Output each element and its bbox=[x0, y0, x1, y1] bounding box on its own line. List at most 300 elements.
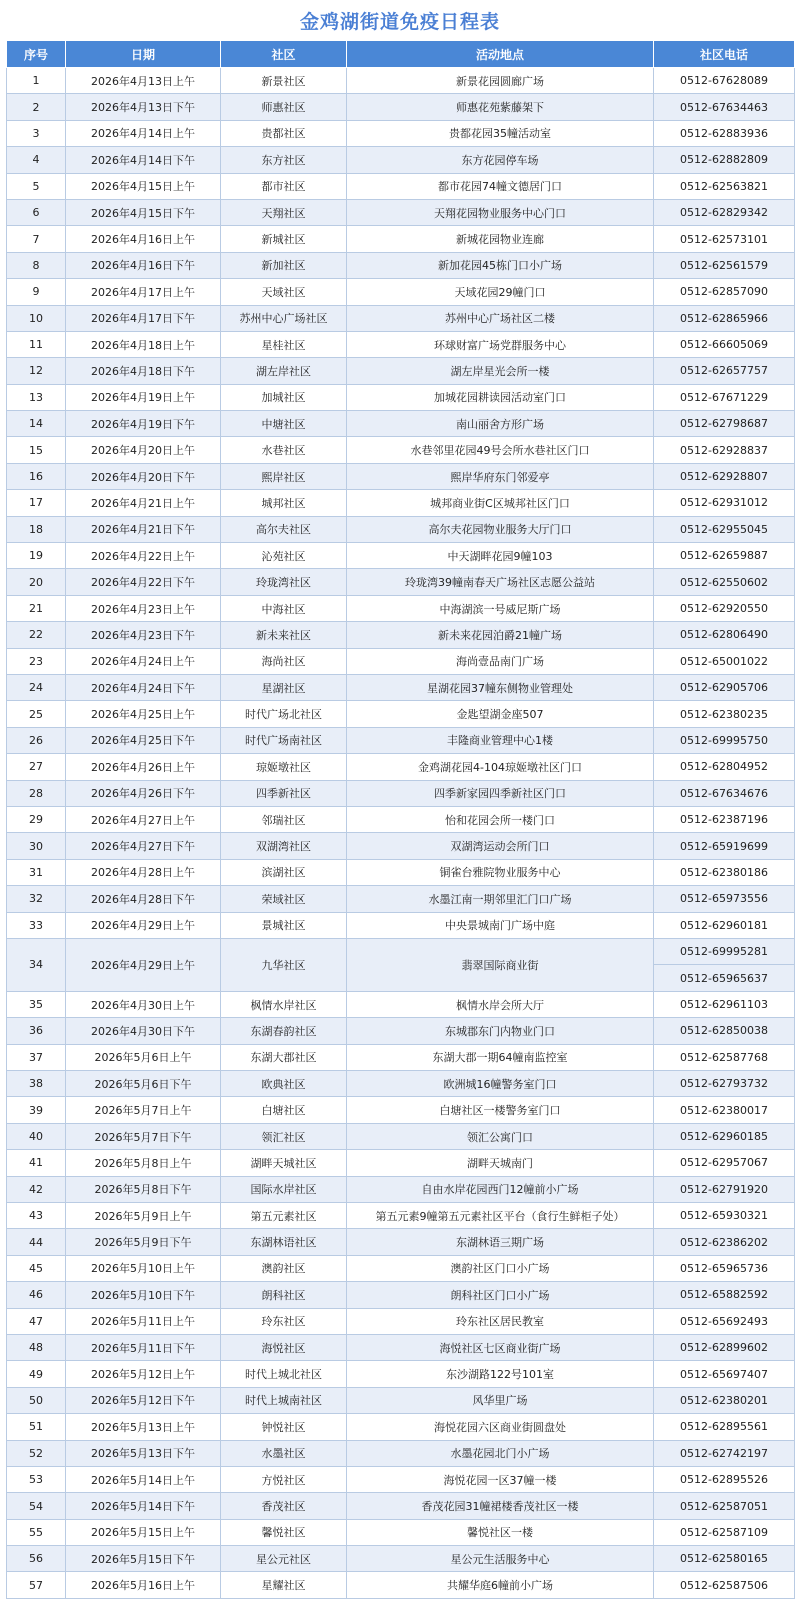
row-community-cell: 景城社区 bbox=[221, 912, 347, 938]
row-phone-cell bbox=[654, 938, 795, 991]
table-row bbox=[7, 991, 795, 1017]
header-place: 活动地点 bbox=[347, 41, 654, 68]
row-date-cell: 2026年5月12日下午 bbox=[66, 1387, 221, 1413]
row-community-cell: 天翔社区 bbox=[221, 199, 347, 225]
row-no-cell: 19 bbox=[7, 543, 66, 569]
table-row bbox=[7, 754, 795, 780]
row-date-cell: 2026年4月15日上午 bbox=[66, 173, 221, 199]
row-community-cell: 苏州中心广场社区 bbox=[221, 305, 347, 331]
row-phone-cell: 0512-62550602 bbox=[654, 569, 795, 595]
row-phone-cell: 0512-62587506 bbox=[654, 1572, 795, 1598]
row-place-cell: 都市花园74幢文德居门口 bbox=[347, 173, 654, 199]
row-place-cell: 南山丽舍方形广场 bbox=[347, 411, 654, 437]
row-place-cell: 星湖花园37幢东侧物业管理处 bbox=[347, 674, 654, 700]
row-place-cell: 澳韵社区门口小广场 bbox=[347, 1255, 654, 1281]
table-row bbox=[7, 120, 795, 146]
row-place-cell: 贵都花园35幢活动室 bbox=[347, 120, 654, 146]
row-place-cell: 玲东社区居民教室 bbox=[347, 1308, 654, 1334]
row-community-cell: 邻瑞社区 bbox=[221, 806, 347, 832]
row-date-cell: 2026年5月8日下午 bbox=[66, 1176, 221, 1202]
row-place-cell: 环球财富广场党群服务中心 bbox=[347, 331, 654, 357]
table-row bbox=[7, 938, 795, 991]
row-place-cell: 中海湖滨一号威尼斯广场 bbox=[347, 595, 654, 621]
row-no-cell: 56 bbox=[7, 1546, 66, 1572]
row-no-cell: 37 bbox=[7, 1044, 66, 1070]
table-row bbox=[7, 912, 795, 938]
row-phone-cell: 0512-62850038 bbox=[654, 1018, 795, 1044]
table-row bbox=[7, 490, 795, 516]
row-community-cell: 朗科社区 bbox=[221, 1282, 347, 1308]
row-phone-cell: 0512-62580165 bbox=[654, 1546, 795, 1572]
row-phone-cell: 0512-62895526 bbox=[654, 1466, 795, 1492]
table-row bbox=[7, 1572, 795, 1598]
row-phone-cell: 0512-65919699 bbox=[654, 833, 795, 859]
row-community-cell: 海尚社区 bbox=[221, 648, 347, 674]
table-row bbox=[7, 833, 795, 859]
row-phone-cell: 0512-65001022 bbox=[654, 648, 795, 674]
row-date-cell: 2026年4月17日上午 bbox=[66, 279, 221, 305]
table-row bbox=[7, 1466, 795, 1492]
row-community-cell: 东方社区 bbox=[221, 147, 347, 173]
row-place-cell: 海悦花园六区商业街圆盘处 bbox=[347, 1414, 654, 1440]
row-place-cell: 东沙湖路122号101室 bbox=[347, 1361, 654, 1387]
row-phone-cell: 0512-62804952 bbox=[654, 754, 795, 780]
row-place-cell: 怡和花园会所一楼门口 bbox=[347, 806, 654, 832]
row-community-cell: 九华社区 bbox=[221, 938, 347, 991]
row-community-cell: 新未来社区 bbox=[221, 622, 347, 648]
row-date-cell: 2026年4月27日下午 bbox=[66, 833, 221, 859]
table-row bbox=[7, 1044, 795, 1070]
row-no-cell: 26 bbox=[7, 727, 66, 753]
row-place-cell: 东湖林语三期广场 bbox=[347, 1229, 654, 1255]
row-date-cell: 2026年4月14日上午 bbox=[66, 120, 221, 146]
table-row bbox=[7, 569, 795, 595]
table-row bbox=[7, 1282, 795, 1308]
row-no-cell: 35 bbox=[7, 991, 66, 1017]
row-place-cell: 东湖大郡一期64幢南监控室 bbox=[347, 1044, 654, 1070]
row-no-cell: 49 bbox=[7, 1361, 66, 1387]
row-date-cell: 2026年5月16日上午 bbox=[66, 1572, 221, 1598]
row-no-cell: 18 bbox=[7, 516, 66, 542]
table-row bbox=[7, 806, 795, 832]
row-community-cell: 东湖春韵社区 bbox=[221, 1018, 347, 1044]
row-place-cell: 金匙望湖金座507 bbox=[347, 701, 654, 727]
row-date-cell: 2026年4月28日上午 bbox=[66, 859, 221, 885]
row-community-cell: 时代广场南社区 bbox=[221, 727, 347, 753]
row-place-cell: 海尚壹品南门广场 bbox=[347, 648, 654, 674]
row-no-cell: 42 bbox=[7, 1176, 66, 1202]
row-phone-cell: 0512-65973556 bbox=[654, 886, 795, 912]
table-row bbox=[7, 701, 795, 727]
row-community-cell: 澳韵社区 bbox=[221, 1255, 347, 1281]
row-date-cell: 2026年4月28日下午 bbox=[66, 886, 221, 912]
row-community-cell: 师惠社区 bbox=[221, 94, 347, 120]
row-no-cell: 13 bbox=[7, 384, 66, 410]
row-community-cell: 枫情水岸社区 bbox=[221, 991, 347, 1017]
row-community-cell: 星湖社区 bbox=[221, 674, 347, 700]
row-place-cell: 新城花园物业连廊 bbox=[347, 226, 654, 252]
row-no-cell: 36 bbox=[7, 1018, 66, 1044]
row-date-cell: 2026年4月27日上午 bbox=[66, 806, 221, 832]
row-place-cell: 玲珑湾39幢南春天广场社区志愿公益站 bbox=[347, 569, 654, 595]
row-community-cell: 新城社区 bbox=[221, 226, 347, 252]
schedule-table bbox=[6, 40, 795, 1599]
header-phone: 社区电话 bbox=[654, 41, 795, 68]
row-place-cell: 加城花园耕读园活动室门口 bbox=[347, 384, 654, 410]
row-date-cell: 2026年4月26日上午 bbox=[66, 754, 221, 780]
row-no-cell: 11 bbox=[7, 331, 66, 357]
row-community-cell: 熙岸社区 bbox=[221, 463, 347, 489]
row-no-cell: 44 bbox=[7, 1229, 66, 1255]
row-community-cell: 贵都社区 bbox=[221, 120, 347, 146]
row-no-cell: 46 bbox=[7, 1282, 66, 1308]
row-community-cell: 玲东社区 bbox=[221, 1308, 347, 1334]
row-date-cell: 2026年4月20日上午 bbox=[66, 437, 221, 463]
row-community-cell: 玲珑湾社区 bbox=[221, 569, 347, 595]
row-date-cell: 2026年5月7日上午 bbox=[66, 1097, 221, 1123]
table-row bbox=[7, 1387, 795, 1413]
row-community-cell: 海悦社区 bbox=[221, 1334, 347, 1360]
row-no-cell: 27 bbox=[7, 754, 66, 780]
row-community-cell: 时代上城北社区 bbox=[221, 1361, 347, 1387]
row-date-cell: 2026年4月21日上午 bbox=[66, 490, 221, 516]
table-row bbox=[7, 463, 795, 489]
row-phone-cell: 0512-62928837 bbox=[654, 437, 795, 463]
table-row bbox=[7, 384, 795, 410]
row-place-cell: 水墨江南一期邻里汇门口广场 bbox=[347, 886, 654, 912]
row-no-cell: 32 bbox=[7, 886, 66, 912]
table-row bbox=[7, 1229, 795, 1255]
row-date-cell: 2026年4月20日下午 bbox=[66, 463, 221, 489]
row-phone-cell: 0512-62573101 bbox=[654, 226, 795, 252]
row-community-cell: 领汇社区 bbox=[221, 1123, 347, 1149]
row-phone-cell: 0512-62380017 bbox=[654, 1097, 795, 1123]
row-community-cell: 城邦社区 bbox=[221, 490, 347, 516]
row-community-cell: 四季新社区 bbox=[221, 780, 347, 806]
phone-number: 0512-65965637 bbox=[654, 964, 794, 991]
row-no-cell: 45 bbox=[7, 1255, 66, 1281]
row-no-cell: 29 bbox=[7, 806, 66, 832]
row-phone-cell: 0512-65697407 bbox=[654, 1361, 795, 1387]
row-no-cell: 3 bbox=[7, 120, 66, 146]
row-phone-cell: 0512-65692493 bbox=[654, 1308, 795, 1334]
row-place-cell: 双湖湾运动会所门口 bbox=[347, 833, 654, 859]
row-phone-cell: 0512-62928807 bbox=[654, 463, 795, 489]
row-community-cell: 中海社区 bbox=[221, 595, 347, 621]
table-row bbox=[7, 1150, 795, 1176]
row-phone-cell: 0512-62960185 bbox=[654, 1123, 795, 1149]
page-title: 金鸡湖街道免疫日程表 bbox=[299, 11, 500, 33]
row-phone-cell: 0512-69995750 bbox=[654, 727, 795, 753]
row-place-cell: 中央景城南门广场中庭 bbox=[347, 912, 654, 938]
row-phone-cell: 0512-65930321 bbox=[654, 1203, 795, 1229]
row-date-cell: 2026年5月13日下午 bbox=[66, 1440, 221, 1466]
table-row bbox=[7, 886, 795, 912]
header-no: 序号 bbox=[7, 41, 66, 68]
row-place-cell: 领汇公寓门口 bbox=[347, 1123, 654, 1149]
table-row bbox=[7, 1361, 795, 1387]
row-no-cell: 38 bbox=[7, 1071, 66, 1097]
phone-list bbox=[654, 939, 794, 991]
row-phone-cell: 0512-62563821 bbox=[654, 173, 795, 199]
row-community-cell: 欧典社区 bbox=[221, 1071, 347, 1097]
row-date-cell: 2026年4月30日上午 bbox=[66, 991, 221, 1017]
row-place-cell: 丰隆商业管理中心1楼 bbox=[347, 727, 654, 753]
row-no-cell: 16 bbox=[7, 463, 66, 489]
table-row bbox=[7, 1203, 795, 1229]
row-phone-cell: 0512-62931012 bbox=[654, 490, 795, 516]
row-no-cell: 41 bbox=[7, 1150, 66, 1176]
row-place-cell: 新未来花园泊爵21幢广场 bbox=[347, 622, 654, 648]
row-date-cell: 2026年4月17日下午 bbox=[66, 305, 221, 331]
table-row bbox=[7, 1097, 795, 1123]
row-community-cell: 沁苑社区 bbox=[221, 543, 347, 569]
row-no-cell: 25 bbox=[7, 701, 66, 727]
row-phone-cell: 0512-62857090 bbox=[654, 279, 795, 305]
row-phone-cell: 0512-62806490 bbox=[654, 622, 795, 648]
row-phone-cell: 0512-62380235 bbox=[654, 701, 795, 727]
table-row bbox=[7, 437, 795, 463]
row-date-cell: 2026年4月16日下午 bbox=[66, 252, 221, 278]
row-community-cell: 都市社区 bbox=[221, 173, 347, 199]
row-no-cell: 6 bbox=[7, 199, 66, 225]
row-community-cell: 荣域社区 bbox=[221, 886, 347, 912]
row-community-cell: 钟悦社区 bbox=[221, 1414, 347, 1440]
row-date-cell: 2026年5月14日上午 bbox=[66, 1466, 221, 1492]
row-date-cell: 2026年4月19日上午 bbox=[66, 384, 221, 410]
row-no-cell: 53 bbox=[7, 1466, 66, 1492]
row-place-cell: 城邦商业街C区城邦社区门口 bbox=[347, 490, 654, 516]
row-date-cell: 2026年4月29日上午 bbox=[66, 912, 221, 938]
row-no-cell: 52 bbox=[7, 1440, 66, 1466]
row-place-cell: 中天湖畔花园9幢103 bbox=[347, 543, 654, 569]
row-date-cell: 2026年4月18日下午 bbox=[66, 358, 221, 384]
table-row bbox=[7, 252, 795, 278]
row-date-cell: 2026年4月29日上午 bbox=[66, 938, 221, 991]
row-no-cell: 57 bbox=[7, 1572, 66, 1598]
row-community-cell: 香茂社区 bbox=[221, 1493, 347, 1519]
row-no-cell: 14 bbox=[7, 411, 66, 437]
table-row bbox=[7, 1176, 795, 1202]
table-row bbox=[7, 516, 795, 542]
row-community-cell: 中塘社区 bbox=[221, 411, 347, 437]
row-phone-cell: 0512-62561579 bbox=[654, 252, 795, 278]
row-no-cell: 54 bbox=[7, 1493, 66, 1519]
row-community-cell: 湖畔天城社区 bbox=[221, 1150, 347, 1176]
row-phone-cell: 0512-62920550 bbox=[654, 595, 795, 621]
row-place-cell: 东方花园停车场 bbox=[347, 147, 654, 173]
row-phone-cell: 0512-67634676 bbox=[654, 780, 795, 806]
row-date-cell: 2026年4月13日上午 bbox=[66, 68, 221, 94]
row-phone-cell: 0512-62955045 bbox=[654, 516, 795, 542]
row-date-cell: 2026年5月10日上午 bbox=[66, 1255, 221, 1281]
row-place-cell: 水巷邻里花园49号会所水巷社区门口 bbox=[347, 437, 654, 463]
row-date-cell: 2026年4月19日下午 bbox=[66, 411, 221, 437]
row-phone-cell: 0512-62587109 bbox=[654, 1519, 795, 1545]
row-date-cell: 2026年4月30日下午 bbox=[66, 1018, 221, 1044]
row-place-cell: 白塘社区一楼警务室门口 bbox=[347, 1097, 654, 1123]
row-community-cell: 新景社区 bbox=[221, 68, 347, 94]
row-community-cell: 国际水岸社区 bbox=[221, 1176, 347, 1202]
row-place-cell: 熙岸华府东门邻爱亭 bbox=[347, 463, 654, 489]
row-place-cell: 朗科社区门口小广场 bbox=[347, 1282, 654, 1308]
row-phone-cell: 0512-62587768 bbox=[654, 1044, 795, 1070]
row-phone-cell: 0512-62380186 bbox=[654, 859, 795, 885]
header-community: 社区 bbox=[221, 41, 347, 68]
row-date-cell: 2026年5月10日下午 bbox=[66, 1282, 221, 1308]
row-community-cell: 水巷社区 bbox=[221, 437, 347, 463]
row-place-cell: 新加花园45栋门口小广场 bbox=[347, 252, 654, 278]
row-place-cell: 海悦社区七区商业街广场 bbox=[347, 1334, 654, 1360]
table-row bbox=[7, 543, 795, 569]
row-date-cell: 2026年4月21日下午 bbox=[66, 516, 221, 542]
row-community-cell: 高尔夫社区 bbox=[221, 516, 347, 542]
row-place-cell: 香茂花园31幢裙楼香茂社区一楼 bbox=[347, 1493, 654, 1519]
row-place-cell: 天域花园29幢门口 bbox=[347, 279, 654, 305]
row-place-cell: 自由水岸花园西门12幢前小广场 bbox=[347, 1176, 654, 1202]
row-no-cell: 17 bbox=[7, 490, 66, 516]
row-place-cell: 馨悦社区一楼 bbox=[347, 1519, 654, 1545]
table-row bbox=[7, 780, 795, 806]
row-no-cell: 34 bbox=[7, 938, 66, 991]
row-phone-cell: 0512-62882809 bbox=[654, 147, 795, 173]
row-date-cell: 2026年5月9日上午 bbox=[66, 1203, 221, 1229]
row-no-cell: 1 bbox=[7, 68, 66, 94]
table-row bbox=[7, 199, 795, 225]
table-row bbox=[7, 358, 795, 384]
row-community-cell: 加城社区 bbox=[221, 384, 347, 410]
row-community-cell: 天域社区 bbox=[221, 279, 347, 305]
table-row bbox=[7, 1493, 795, 1519]
row-phone-cell: 0512-67634463 bbox=[654, 94, 795, 120]
row-community-cell: 东湖大郡社区 bbox=[221, 1044, 347, 1070]
table-row bbox=[7, 411, 795, 437]
row-place-cell: 枫情水岸会所大厅 bbox=[347, 991, 654, 1017]
row-community-cell: 琼姬墩社区 bbox=[221, 754, 347, 780]
row-no-cell: 10 bbox=[7, 305, 66, 331]
row-date-cell: 2026年4月23日下午 bbox=[66, 622, 221, 648]
table-row bbox=[7, 279, 795, 305]
row-community-cell: 第五元素社区 bbox=[221, 1203, 347, 1229]
row-community-cell: 时代广场北社区 bbox=[221, 701, 347, 727]
row-community-cell: 水墨社区 bbox=[221, 1440, 347, 1466]
row-place-cell: 翡翠国际商业街 bbox=[347, 938, 654, 991]
row-place-cell: 苏州中心广场社区二楼 bbox=[347, 305, 654, 331]
row-phone-cell: 0512-62791920 bbox=[654, 1176, 795, 1202]
row-no-cell: 8 bbox=[7, 252, 66, 278]
row-place-cell: 湖左岸星光会所一楼 bbox=[347, 358, 654, 384]
table-row bbox=[7, 1334, 795, 1360]
row-place-cell: 海悦花园一区37幢一楼 bbox=[347, 1466, 654, 1492]
row-phone-cell: 0512-62960181 bbox=[654, 912, 795, 938]
row-place-cell: 湖畔天城南门 bbox=[347, 1150, 654, 1176]
row-place-cell: 风华里广场 bbox=[347, 1387, 654, 1413]
row-place-cell: 欧洲城16幢警务室门口 bbox=[347, 1071, 654, 1097]
row-community-cell: 时代上城南社区 bbox=[221, 1387, 347, 1413]
row-date-cell: 2026年4月22日下午 bbox=[66, 569, 221, 595]
row-no-cell: 30 bbox=[7, 833, 66, 859]
row-no-cell: 47 bbox=[7, 1308, 66, 1334]
row-date-cell: 2026年5月9日下午 bbox=[66, 1229, 221, 1255]
row-place-cell: 第五元素9幢第五元素社区平台（食行生鲜柜子处） bbox=[347, 1203, 654, 1229]
table-row bbox=[7, 1519, 795, 1545]
row-community-cell: 馨悦社区 bbox=[221, 1519, 347, 1545]
row-phone-cell: 0512-65882592 bbox=[654, 1282, 795, 1308]
row-no-cell: 43 bbox=[7, 1203, 66, 1229]
table-row bbox=[7, 305, 795, 331]
row-no-cell: 40 bbox=[7, 1123, 66, 1149]
table-row bbox=[7, 1018, 795, 1044]
row-phone-cell: 0512-62386202 bbox=[654, 1229, 795, 1255]
table-row bbox=[7, 68, 795, 94]
table-row bbox=[7, 1123, 795, 1149]
row-community-cell: 方悦社区 bbox=[221, 1466, 347, 1492]
row-date-cell: 2026年5月15日上午 bbox=[66, 1519, 221, 1545]
table-row bbox=[7, 674, 795, 700]
table-row bbox=[7, 1308, 795, 1334]
table-row bbox=[7, 226, 795, 252]
row-no-cell: 21 bbox=[7, 595, 66, 621]
row-date-cell: 2026年4月16日上午 bbox=[66, 226, 221, 252]
row-date-cell: 2026年4月15日下午 bbox=[66, 199, 221, 225]
row-community-cell: 东湖林语社区 bbox=[221, 1229, 347, 1255]
row-no-cell: 55 bbox=[7, 1519, 66, 1545]
row-phone-cell: 0512-62883936 bbox=[654, 120, 795, 146]
row-place-cell: 东城郡东门内物业门口 bbox=[347, 1018, 654, 1044]
row-community-cell: 湖左岸社区 bbox=[221, 358, 347, 384]
row-date-cell: 2026年4月24日下午 bbox=[66, 674, 221, 700]
row-place-cell: 四季新家园四季新社区门口 bbox=[347, 780, 654, 806]
row-phone-cell: 0512-65965736 bbox=[654, 1255, 795, 1281]
row-no-cell: 48 bbox=[7, 1334, 66, 1360]
row-phone-cell: 0512-62905706 bbox=[654, 674, 795, 700]
row-no-cell: 22 bbox=[7, 622, 66, 648]
table-row bbox=[7, 1071, 795, 1097]
row-date-cell: 2026年5月11日上午 bbox=[66, 1308, 221, 1334]
row-date-cell: 2026年5月15日下午 bbox=[66, 1546, 221, 1572]
row-phone-cell: 0512-62380201 bbox=[654, 1387, 795, 1413]
row-phone-cell: 0512-67628089 bbox=[654, 68, 795, 94]
row-place-cell: 铜雀台雅院物业服务中心 bbox=[347, 859, 654, 885]
table-row bbox=[7, 1255, 795, 1281]
row-place-cell: 星公元生活服务中心 bbox=[347, 1546, 654, 1572]
row-phone-cell: 0512-62793732 bbox=[654, 1071, 795, 1097]
row-phone-cell: 0512-62829342 bbox=[654, 199, 795, 225]
row-date-cell: 2026年5月13日上午 bbox=[66, 1414, 221, 1440]
row-community-cell: 双湖湾社区 bbox=[221, 833, 347, 859]
row-date-cell: 2026年4月22日上午 bbox=[66, 543, 221, 569]
row-place-cell: 新景花园圆廊广场 bbox=[347, 68, 654, 94]
table-row bbox=[7, 622, 795, 648]
row-no-cell: 51 bbox=[7, 1414, 66, 1440]
row-date-cell: 2026年4月24日上午 bbox=[66, 648, 221, 674]
row-no-cell: 5 bbox=[7, 173, 66, 199]
row-date-cell: 2026年5月6日下午 bbox=[66, 1071, 221, 1097]
row-no-cell: 39 bbox=[7, 1097, 66, 1123]
row-community-cell: 白塘社区 bbox=[221, 1097, 347, 1123]
row-no-cell: 9 bbox=[7, 279, 66, 305]
row-phone-cell: 0512-66605069 bbox=[654, 331, 795, 357]
row-no-cell: 15 bbox=[7, 437, 66, 463]
row-date-cell: 2026年4月23日上午 bbox=[66, 595, 221, 621]
row-no-cell: 33 bbox=[7, 912, 66, 938]
row-phone-cell: 0512-62961103 bbox=[654, 991, 795, 1017]
row-no-cell: 2 bbox=[7, 94, 66, 120]
row-community-cell: 星公元社区 bbox=[221, 1546, 347, 1572]
row-no-cell: 7 bbox=[7, 226, 66, 252]
row-phone-cell: 0512-62865966 bbox=[654, 305, 795, 331]
row-date-cell: 2026年4月25日下午 bbox=[66, 727, 221, 753]
